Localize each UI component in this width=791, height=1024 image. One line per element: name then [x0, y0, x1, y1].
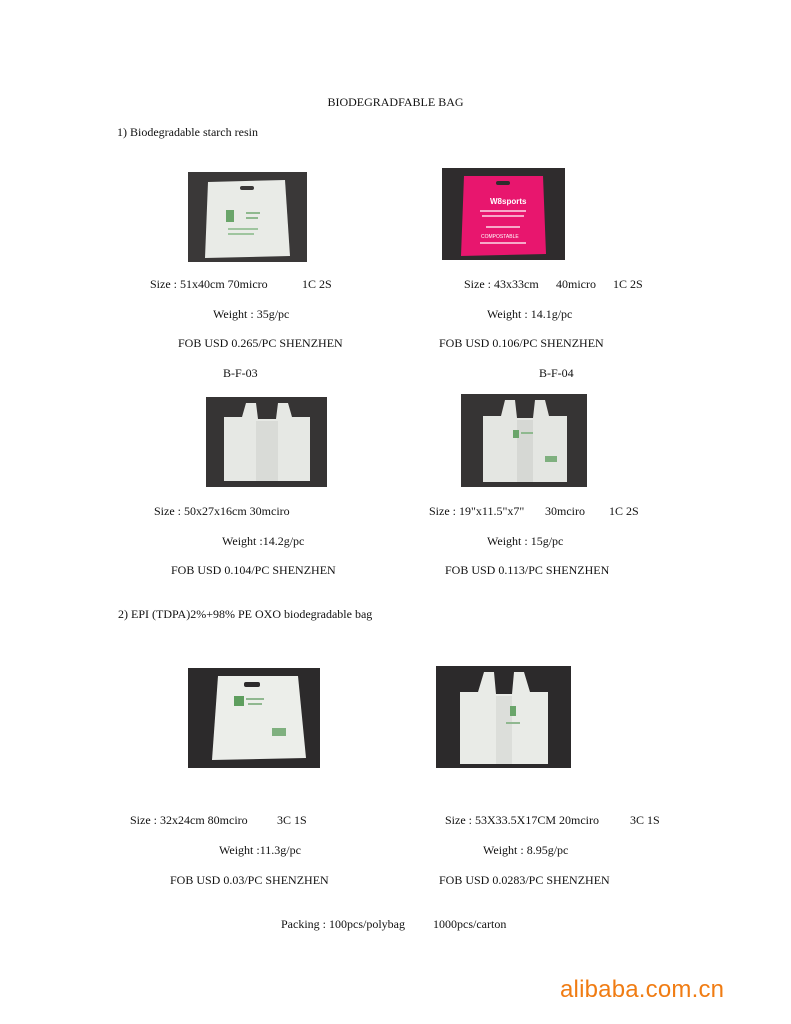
item2-size: Size : 43x33cm [464, 277, 539, 291]
item6-colors: 3C 1S [630, 813, 660, 827]
item2-fob: FOB USD 0.106/PC SHENZHEN [439, 336, 604, 350]
item4-weight: Weight : 15g/pc [487, 534, 564, 548]
pink-die-cut-bag-photo [442, 168, 565, 260]
item5-colors: 3C 1S [277, 813, 307, 827]
item2-colors: 1C 2S [613, 277, 643, 291]
item2-micro: 40micro [556, 277, 596, 291]
bag-brand: W8sports [490, 197, 527, 206]
document-title: BIODEGRADFABLE BAG [327, 95, 464, 109]
item1-code: B-F-03 [223, 366, 258, 380]
item3-weight: Weight :14.2g/pc [222, 534, 305, 548]
section1-heading: 1) Biodegradable starch resin [117, 125, 258, 139]
white-tshirt-bag-printed-photo [461, 394, 587, 487]
item1-size: Size : 51x40cm 70micro [150, 277, 268, 291]
item4-colors: 1C 2S [609, 504, 639, 518]
white-oxo-die-cut-bag-photo [188, 668, 320, 768]
alibaba-watermark: alibaba.com.cn [560, 976, 725, 1003]
item3-fob: FOB USD 0.104/PC SHENZHEN [171, 563, 336, 577]
item2-weight: Weight : 14.1g/pc [487, 307, 573, 321]
packing-carton: 1000pcs/carton [433, 917, 507, 931]
white-tshirt-bag-photo [206, 397, 327, 487]
item1-weight: Weight : 35g/pc [213, 307, 290, 321]
section2-heading: 2) EPI (TDPA)2%+98% PE OXO biodegradable bag [118, 607, 373, 621]
item1-fob: FOB USD 0.265/PC SHENZHEN [178, 336, 343, 350]
item3-size: Size : 50x27x16cm 30mciro [154, 504, 290, 518]
bag-label: COMPOSTABLE [481, 234, 519, 240]
item4-size: Size : 19"x11.5"x7" [429, 504, 525, 518]
item5-weight: Weight :11.3g/pc [219, 843, 301, 857]
item5-size: Size : 32x24cm 80mciro [130, 813, 248, 827]
item1-colors: 1C 2S [302, 277, 332, 291]
packing-label: Packing : 100pcs/polybag [281, 917, 405, 931]
item6-weight: Weight : 8.95g/pc [483, 843, 569, 857]
white-oxo-tshirt-bag-photo [436, 666, 571, 768]
item5-fob: FOB USD 0.03/PC SHENZHEN [170, 873, 329, 887]
item4-fob: FOB USD 0.113/PC SHENZHEN [445, 563, 610, 577]
item6-fob: FOB USD 0.0283/PC SHENZHEN [439, 873, 610, 887]
item6-size: Size : 53X33.5X17CM 20mciro [445, 813, 599, 827]
item2-code: B-F-04 [539, 366, 574, 380]
item4-micro: 30mciro [545, 504, 585, 518]
white-die-cut-bag-photo [188, 172, 307, 262]
